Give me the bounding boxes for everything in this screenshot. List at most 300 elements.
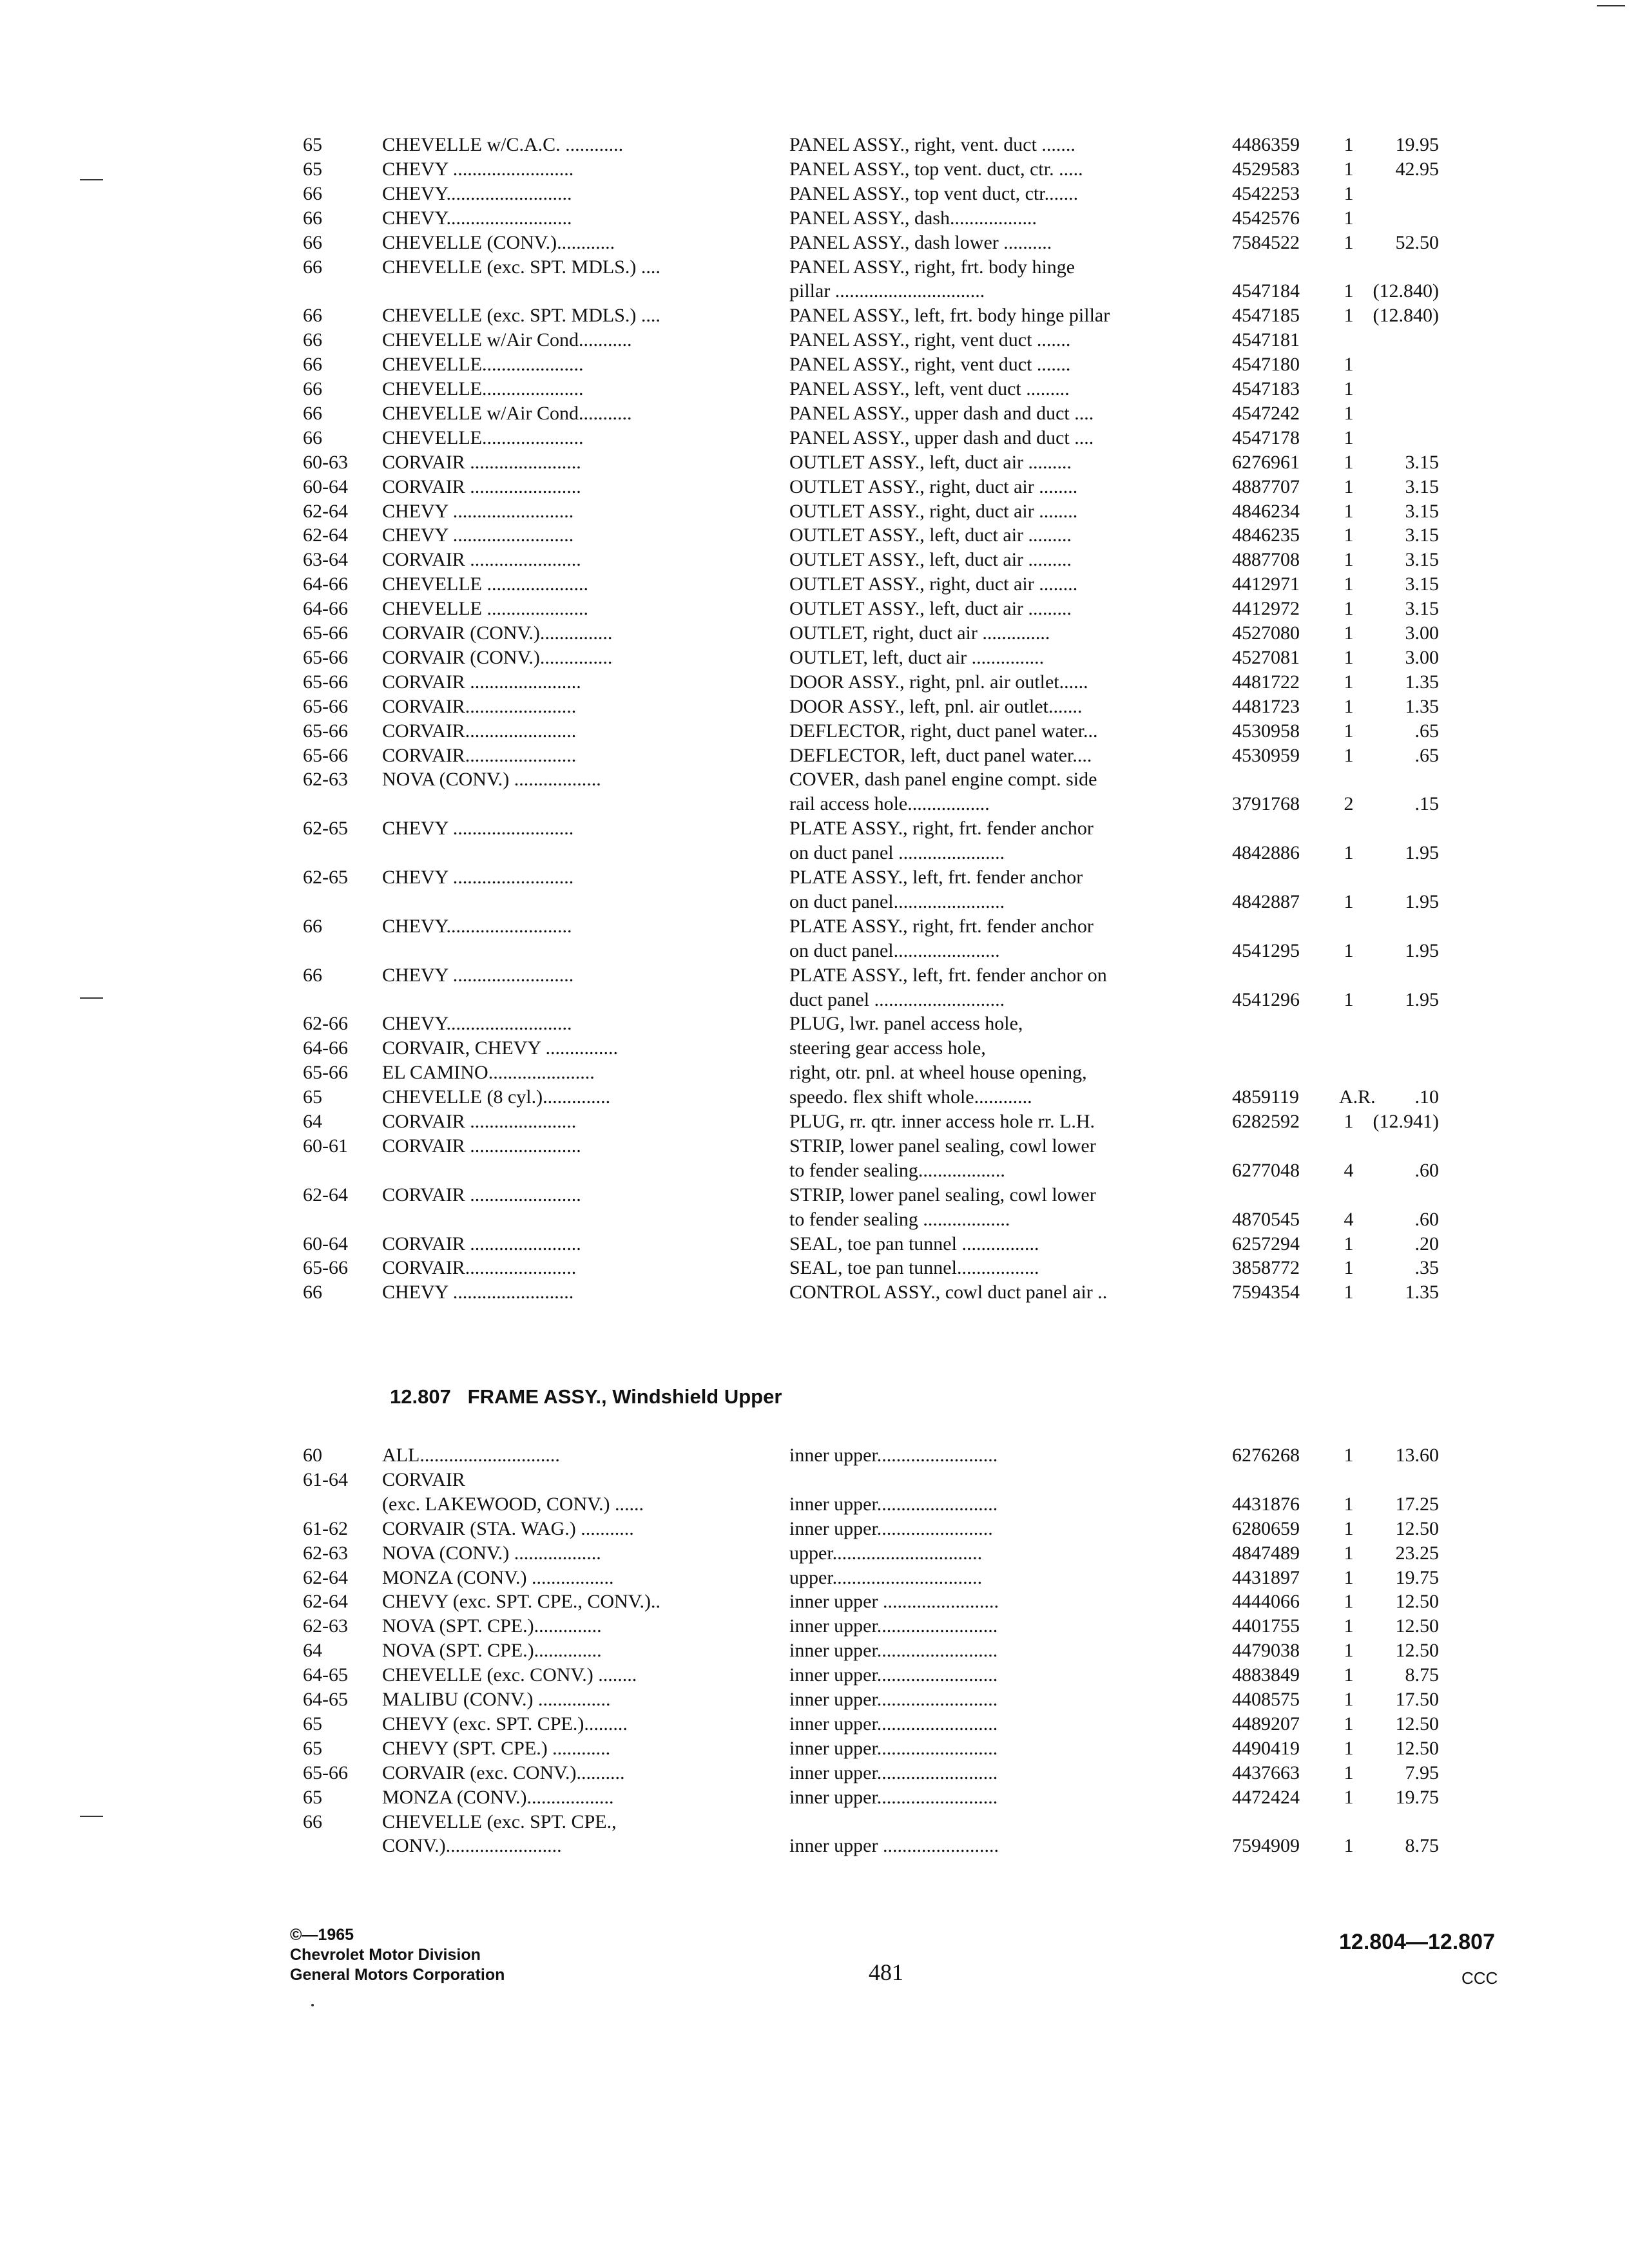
- price-cell: 1.95: [1405, 890, 1439, 912]
- year-cell: 65-66: [303, 720, 348, 742]
- year-cell: 62-64: [303, 500, 348, 522]
- part-number-cell: 4527080: [1232, 622, 1300, 644]
- year-cell: 64-66: [303, 1037, 348, 1059]
- corporation-name: General Motors Corporation: [290, 1966, 505, 1984]
- price-cell: .15: [1414, 793, 1439, 815]
- description-cell: DEFLECTOR, left, duct panel water....: [789, 744, 1092, 766]
- part-number-cell: 4547178: [1232, 427, 1300, 448]
- table-row: [0, 744, 1629, 768]
- table-row: [0, 133, 1629, 157]
- description-cell: speedo. flex shift whole............: [789, 1086, 1032, 1108]
- year-cell: 66: [303, 964, 322, 986]
- model-cell: CHEVY .........................: [382, 818, 574, 840]
- part-number-cell: 4408575: [1232, 1689, 1300, 1710]
- year-cell: 62-64: [303, 524, 348, 546]
- quantity-cell: 1: [1344, 1445, 1354, 1466]
- quantity-cell: 1: [1344, 1786, 1354, 1808]
- year-cell: 66: [303, 256, 322, 278]
- scan-dot: [311, 2004, 314, 2006]
- description-cell: CONTROL ASSY., cowl duct panel air ..: [789, 1282, 1108, 1303]
- description-cell: pillar ...............................: [789, 280, 985, 302]
- description-cell: OUTLET ASSY., left, duct air .........: [789, 524, 1072, 546]
- quantity-cell: 1: [1344, 1566, 1354, 1588]
- part-number-cell: 3791768: [1232, 793, 1300, 815]
- table-row: [0, 1663, 1629, 1687]
- table-row: [0, 719, 1629, 744]
- price-cell: (12.840): [1373, 280, 1439, 302]
- description-cell: OUTLET ASSY., right, duct air ........: [789, 476, 1078, 497]
- quantity-cell: 1: [1344, 1493, 1354, 1515]
- part-number-cell: 4541295: [1232, 939, 1300, 961]
- part-number-cell: 4542253: [1232, 182, 1300, 204]
- part-number-cell: 4842886: [1232, 842, 1300, 864]
- part-number-cell: 6277048: [1232, 1159, 1300, 1181]
- description-cell: rail access hole.................: [789, 793, 990, 815]
- price-cell: 12.50: [1395, 1517, 1439, 1539]
- part-number-cell: 7594354: [1232, 1282, 1300, 1303]
- description-cell: PANEL ASSY., dash..................: [789, 207, 1037, 229]
- year-cell: 66: [303, 207, 322, 229]
- part-number-cell: 6257294: [1232, 1233, 1300, 1254]
- description-cell: to fender sealing ..................: [789, 1208, 1010, 1230]
- price-cell: .65: [1414, 720, 1439, 742]
- model-cell: (exc. LAKEWOOD, CONV.) ......: [382, 1493, 644, 1515]
- model-cell: CHEVELLE (exc. SPT. MDLS.) ....: [382, 305, 660, 327]
- description-cell: PLUG, rr. qtr. inner access hole rr. L.H.: [789, 1111, 1095, 1132]
- table-row: [0, 1012, 1629, 1036]
- price-cell: 3.15: [1405, 598, 1439, 620]
- year-cell: 65-66: [303, 1062, 348, 1084]
- year-cell: 62-63: [303, 769, 348, 791]
- description-cell: inner upper.........................: [789, 1493, 998, 1515]
- table-row: [0, 523, 1629, 548]
- model-cell: CHEVELLE (exc. SPT. CPE.,: [382, 1811, 617, 1832]
- table-row: [0, 1785, 1629, 1810]
- year-cell: 65-66: [303, 744, 348, 766]
- part-number-cell: 4842887: [1232, 890, 1300, 912]
- part-number-cell: 4431897: [1232, 1566, 1300, 1588]
- model-cell: CORVAIR .......................: [382, 476, 581, 497]
- part-number-cell: 4489207: [1232, 1713, 1300, 1735]
- description-cell: PANEL ASSY., upper dash and duct ....: [789, 402, 1094, 424]
- table-row: [0, 1061, 1629, 1085]
- year-cell: 65: [303, 1786, 322, 1808]
- part-number-cell: 4883849: [1232, 1664, 1300, 1686]
- year-cell: 66: [303, 1811, 322, 1832]
- year-cell: 65: [303, 134, 322, 155]
- part-number-cell: 6276268: [1232, 1445, 1300, 1466]
- price-cell: 52.50: [1395, 231, 1439, 253]
- table-row: [0, 1183, 1629, 1207]
- part-number-cell: 4412972: [1232, 598, 1300, 620]
- quantity-cell: 1: [1344, 1591, 1354, 1613]
- description-cell: PLATE ASSY., right, frt. fender anchor: [789, 818, 1094, 840]
- table-row: [0, 401, 1629, 426]
- table-row: [0, 255, 1629, 280]
- section-heading: [390, 1385, 782, 1408]
- quantity-cell: 4: [1344, 1159, 1354, 1181]
- model-cell: CORVAIR (exc. CONV.)..........: [382, 1762, 625, 1783]
- price-cell: 19.75: [1395, 1786, 1439, 1808]
- description-cell: PANEL ASSY., right, vent duct .......: [789, 329, 1071, 351]
- quantity-cell: 1: [1344, 231, 1354, 253]
- price-cell: 23.25: [1395, 1542, 1439, 1564]
- part-number-cell: 4547180: [1232, 354, 1300, 376]
- table-row: [0, 1085, 1629, 1110]
- model-cell: CHEVY..........................: [382, 1013, 572, 1035]
- part-number-cell: 4486359: [1232, 134, 1300, 155]
- table-row: [0, 1687, 1629, 1712]
- year-cell: 66: [303, 329, 322, 351]
- price-cell: 12.50: [1395, 1713, 1439, 1735]
- quantity-cell: 1: [1344, 1664, 1354, 1686]
- part-number-cell: 7584522: [1232, 231, 1300, 253]
- quantity-cell: 1: [1344, 500, 1354, 522]
- year-cell: 62-65: [303, 818, 348, 840]
- price-cell: 13.60: [1395, 1445, 1439, 1466]
- part-number-cell: 4412971: [1232, 573, 1300, 595]
- table-row: [0, 792, 1629, 816]
- year-cell: 62-64: [303, 1566, 348, 1588]
- table-row: [0, 1834, 1629, 1858]
- description-cell: PANEL ASSY., right, vent. duct .......: [789, 134, 1075, 155]
- year-cell: 60-64: [303, 1233, 348, 1254]
- section-number: 12.807: [390, 1385, 451, 1408]
- price-cell: 12.50: [1395, 1591, 1439, 1613]
- model-cell: CORVAIR, CHEVY ...............: [382, 1037, 618, 1059]
- model-cell: CHEVY..........................: [382, 207, 572, 229]
- description-cell: SEAL, toe pan tunnel.................: [789, 1257, 1039, 1279]
- year-cell: 65-66: [303, 646, 348, 668]
- part-number-cell: 4846234: [1232, 500, 1300, 522]
- year-cell: 66: [303, 231, 322, 253]
- quantity-cell: 1: [1344, 646, 1354, 668]
- year-cell: 66: [303, 182, 322, 204]
- table-row: [0, 328, 1629, 352]
- description-cell: OUTLET, right, duct air ..............: [789, 622, 1050, 644]
- part-number-cell: 4870545: [1232, 1208, 1300, 1230]
- quantity-cell: 4: [1344, 1208, 1354, 1230]
- quantity-cell: 1: [1344, 573, 1354, 595]
- model-cell: CHEVELLE w/Air Cond...........: [382, 402, 632, 424]
- year-cell: 62-63: [303, 1542, 348, 1564]
- table-row: [0, 841, 1629, 865]
- quantity-cell: 1: [1344, 1713, 1354, 1735]
- year-cell: 64-66: [303, 573, 348, 595]
- table-row: [0, 621, 1629, 646]
- price-cell: .65: [1414, 744, 1439, 766]
- table-row: [0, 499, 1629, 524]
- description-cell: PLATE ASSY., left, frt. fender anchor on: [789, 964, 1107, 986]
- table-row: [0, 231, 1629, 255]
- quantity-cell: 1: [1344, 988, 1354, 1010]
- model-cell: CHEVY .........................: [382, 500, 574, 522]
- description-cell: inner upper.........................: [789, 1762, 998, 1783]
- table-row: [0, 695, 1629, 719]
- part-number-cell: 4444066: [1232, 1591, 1300, 1613]
- description-cell: PANEL ASSY., left, frt. body hinge pillar: [789, 305, 1110, 327]
- price-cell: 1.35: [1405, 695, 1439, 717]
- quantity-cell: 1: [1344, 402, 1354, 424]
- price-cell: 1.35: [1405, 1282, 1439, 1303]
- model-cell: NOVA (SPT. CPE.)..............: [382, 1615, 602, 1637]
- table-row: [0, 914, 1629, 939]
- description-cell: upper...............................: [789, 1566, 983, 1588]
- price-cell: 1.35: [1405, 671, 1439, 693]
- model-cell: CHEVELLE (exc. CONV.) ........: [382, 1664, 637, 1686]
- year-cell: 62-64: [303, 1591, 348, 1613]
- year-cell: 64-66: [303, 598, 348, 620]
- quantity-cell: 1: [1344, 378, 1354, 399]
- table-row: [0, 1468, 1629, 1492]
- description-cell: OUTLET ASSY., left, duct air .........: [789, 549, 1072, 571]
- price-cell: 12.50: [1395, 1640, 1439, 1662]
- part-number-cell: 3858772: [1232, 1257, 1300, 1279]
- year-cell: 66: [303, 915, 322, 937]
- quantity-cell: 1: [1344, 1282, 1354, 1303]
- price-cell: 3.00: [1405, 646, 1439, 668]
- description-cell: OUTLET ASSY., right, duct air ........: [789, 500, 1078, 522]
- quantity-cell: 1: [1344, 1233, 1354, 1254]
- part-number-cell: 4479038: [1232, 1640, 1300, 1662]
- quantity-cell: 1: [1344, 842, 1354, 864]
- description-cell: inner upper........................: [789, 1517, 993, 1539]
- model-cell: CHEVELLE.....................: [382, 354, 584, 376]
- quantity-cell: 1: [1344, 524, 1354, 546]
- price-cell: 1.95: [1405, 842, 1439, 864]
- quantity-cell: 1: [1344, 182, 1354, 204]
- part-number-cell: 4530958: [1232, 720, 1300, 742]
- price-cell: .20: [1414, 1233, 1439, 1254]
- description-cell: inner upper.........................: [789, 1737, 998, 1759]
- quantity-cell: 1: [1344, 305, 1354, 327]
- catalog-code: CCC: [1461, 1968, 1498, 1988]
- section-subtitle: Windshield Upper: [612, 1385, 782, 1408]
- price-cell: 1.95: [1405, 988, 1439, 1010]
- model-cell: CHEVY .........................: [382, 1282, 574, 1303]
- table-row: [0, 597, 1629, 621]
- price-cell: 17.50: [1395, 1689, 1439, 1710]
- year-cell: 66: [303, 354, 322, 376]
- description-cell: inner upper ........................: [789, 1835, 999, 1857]
- year-cell: 65-66: [303, 671, 348, 693]
- price-cell: 19.95: [1395, 134, 1439, 155]
- price-cell: .10: [1414, 1086, 1439, 1108]
- year-cell: 64-65: [303, 1664, 348, 1686]
- model-cell: CHEVELLE .....................: [382, 598, 588, 620]
- quantity-cell: 1: [1344, 1762, 1354, 1783]
- quantity-cell: 1: [1344, 695, 1354, 717]
- quantity-cell: 1: [1344, 744, 1354, 766]
- model-cell: CORVAIR ......................: [382, 1111, 577, 1132]
- description-cell: upper...............................: [789, 1542, 983, 1564]
- year-cell: 65-66: [303, 1257, 348, 1279]
- scan-mark: [1597, 5, 1625, 6]
- price-cell: (12.941): [1373, 1111, 1439, 1132]
- model-cell: MONZA (CONV.)..................: [382, 1786, 614, 1808]
- table-row: [0, 1207, 1629, 1232]
- description-cell: right, otr. pnl. at wheel house opening,: [789, 1062, 1087, 1084]
- table-row: [0, 1566, 1629, 1590]
- year-cell: 61-62: [303, 1517, 348, 1539]
- part-number-cell: 4527081: [1232, 646, 1300, 668]
- price-cell: 8.75: [1405, 1835, 1439, 1857]
- quantity-cell: 1: [1344, 354, 1354, 376]
- description-cell: on duct panel.......................: [789, 890, 1005, 912]
- description-cell: STRIP, lower panel sealing, cowl lower: [789, 1184, 1096, 1206]
- table-row: [0, 1761, 1629, 1785]
- quantity-cell: 1: [1344, 451, 1354, 473]
- description-cell: SEAL, toe pan tunnel ................: [789, 1233, 1039, 1254]
- quantity-cell: 1: [1344, 1835, 1354, 1857]
- part-number-cell: 4472424: [1232, 1786, 1300, 1808]
- section-title: FRAME ASSY.,: [467, 1385, 607, 1408]
- description-cell: PANEL ASSY., top vent duct, ctr.......: [789, 182, 1079, 204]
- model-cell: CHEVY .........................: [382, 158, 574, 180]
- part-number-cell: 4541296: [1232, 988, 1300, 1010]
- description-cell: OUTLET ASSY., right, duct air ........: [789, 573, 1078, 595]
- year-cell: 65-66: [303, 695, 348, 717]
- part-number-cell: 4437663: [1232, 1762, 1300, 1783]
- part-number-cell: 4431876: [1232, 1493, 1300, 1515]
- price-cell: 3.15: [1405, 451, 1439, 473]
- table-row: [0, 1541, 1629, 1566]
- part-number-cell: 4529583: [1232, 158, 1300, 180]
- description-cell: PANEL ASSY., right, frt. body hinge: [789, 256, 1075, 278]
- description-cell: inner upper.........................: [789, 1445, 998, 1466]
- model-cell: CHEVELLE .....................: [382, 573, 588, 595]
- price-cell: 8.75: [1405, 1664, 1439, 1686]
- model-cell: NOVA (CONV.) ..................: [382, 769, 601, 791]
- price-cell: .60: [1414, 1159, 1439, 1181]
- year-cell: 65: [303, 1737, 322, 1759]
- description-cell: PANEL ASSY., top vent. duct, ctr. .....: [789, 158, 1083, 180]
- table-row: [0, 1134, 1629, 1158]
- table-row: [0, 1736, 1629, 1761]
- price-cell: (12.840): [1373, 305, 1439, 327]
- table-row: [0, 1810, 1629, 1834]
- year-cell: 66: [303, 1282, 322, 1303]
- price-cell: 3.15: [1405, 476, 1439, 497]
- price-cell: 7.95: [1405, 1762, 1439, 1783]
- table-row: [0, 303, 1629, 328]
- model-cell: CHEVELLE (CONV.)............: [382, 231, 615, 253]
- year-cell: 66: [303, 305, 322, 327]
- copyright: ©—1965: [290, 1926, 354, 1944]
- model-cell: NOVA (CONV.) ..................: [382, 1542, 601, 1564]
- part-number-cell: 4847489: [1232, 1542, 1300, 1564]
- description-cell: OUTLET, left, duct air ...............: [789, 646, 1045, 668]
- price-cell: 12.50: [1395, 1737, 1439, 1759]
- model-cell: CHEVY .........................: [382, 524, 574, 546]
- year-cell: 65: [303, 1713, 322, 1735]
- year-cell: 65: [303, 158, 322, 180]
- year-cell: 64-65: [303, 1689, 348, 1710]
- part-number-cell: 6282592: [1232, 1111, 1300, 1132]
- quantity-cell: 2: [1344, 793, 1354, 815]
- model-cell: CORVAIR .......................: [382, 1135, 581, 1157]
- quantity-cell: A.R.: [1339, 1086, 1376, 1108]
- model-cell: CHEVY .........................: [382, 964, 574, 986]
- table-row: [0, 865, 1629, 890]
- table-row: [0, 475, 1629, 499]
- year-cell: 65-66: [303, 622, 348, 644]
- table-row: [0, 182, 1629, 206]
- part-number-cell: 4859119: [1232, 1086, 1299, 1108]
- year-cell: 63-64: [303, 549, 348, 571]
- year-cell: 65-66: [303, 1762, 348, 1783]
- part-number-cell: 4547184: [1232, 280, 1300, 302]
- quantity-cell: 1: [1344, 890, 1354, 912]
- model-cell: CHEVY (SPT. CPE.) ............: [382, 1737, 611, 1759]
- part-number-cell: 4481722: [1232, 671, 1300, 693]
- part-number-cell: 4547242: [1232, 402, 1300, 424]
- model-cell: CHEVELLE.....................: [382, 427, 584, 448]
- price-cell: 3.15: [1405, 573, 1439, 595]
- model-cell: CORVAIR (STA. WAG.) ...........: [382, 1517, 634, 1539]
- description-cell: DOOR ASSY., left, pnl. air outlet.......: [789, 695, 1083, 717]
- year-cell: 66: [303, 427, 322, 448]
- part-number-cell: 6280659: [1232, 1517, 1300, 1539]
- part-number-cell: 4887708: [1232, 549, 1300, 571]
- table-row: [0, 1232, 1629, 1256]
- model-cell: CORVAIR (CONV.)...............: [382, 622, 613, 644]
- price-cell: 3.15: [1405, 500, 1439, 522]
- quantity-cell: 1: [1344, 134, 1354, 155]
- year-cell: 60-63: [303, 451, 348, 473]
- part-number-cell: 4547183: [1232, 378, 1300, 399]
- table-row: [0, 426, 1629, 450]
- model-cell: CONV.)........................: [382, 1835, 562, 1857]
- part-number-cell: 4547185: [1232, 305, 1300, 327]
- table-row: [0, 1712, 1629, 1736]
- model-cell: CHEVY..........................: [382, 915, 572, 937]
- quantity-cell: 1: [1344, 207, 1354, 229]
- description-cell: inner upper.........................: [789, 1640, 998, 1662]
- table-row: [0, 352, 1629, 377]
- description-cell: on duct panel......................: [789, 939, 1000, 961]
- quantity-cell: 1: [1344, 476, 1354, 497]
- description-cell: PANEL ASSY., upper dash and duct ....: [789, 427, 1094, 448]
- quantity-cell: 1: [1344, 1542, 1354, 1564]
- description-cell: PLATE ASSY., left, frt. fender anchor: [789, 867, 1083, 888]
- description-cell: PLATE ASSY., right, frt. fender anchor: [789, 915, 1094, 937]
- table-row: [0, 1639, 1629, 1663]
- model-cell: CHEVELLE w/Air Cond...........: [382, 329, 632, 351]
- model-cell: CORVAIR .......................: [382, 451, 581, 473]
- part-number-cell: 4887707: [1232, 476, 1300, 497]
- price-cell: 17.25: [1395, 1493, 1439, 1515]
- quantity-cell: 1: [1344, 158, 1354, 180]
- quantity-cell: 1: [1344, 280, 1354, 302]
- part-number-cell: 4846235: [1232, 524, 1300, 546]
- quantity-cell: 1: [1344, 939, 1354, 961]
- table-row: [0, 890, 1629, 914]
- model-cell: MONZA (CONV.) .................: [382, 1566, 614, 1588]
- description-cell: inner upper.........................: [789, 1664, 998, 1686]
- part-number-cell: 6276961: [1232, 451, 1300, 473]
- description-cell: PANEL ASSY., left, vent duct .........: [789, 378, 1070, 399]
- year-cell: 65: [303, 1086, 322, 1108]
- year-cell: 61-64: [303, 1468, 348, 1490]
- model-cell: CHEVY .........................: [382, 867, 574, 888]
- model-cell: CORVAIR .......................: [382, 1184, 581, 1206]
- table-row: [0, 1280, 1629, 1305]
- table-row: [0, 1036, 1629, 1061]
- part-number-cell: 4401755: [1232, 1615, 1300, 1637]
- quantity-cell: 1: [1344, 1689, 1354, 1710]
- table-row: [0, 1492, 1629, 1517]
